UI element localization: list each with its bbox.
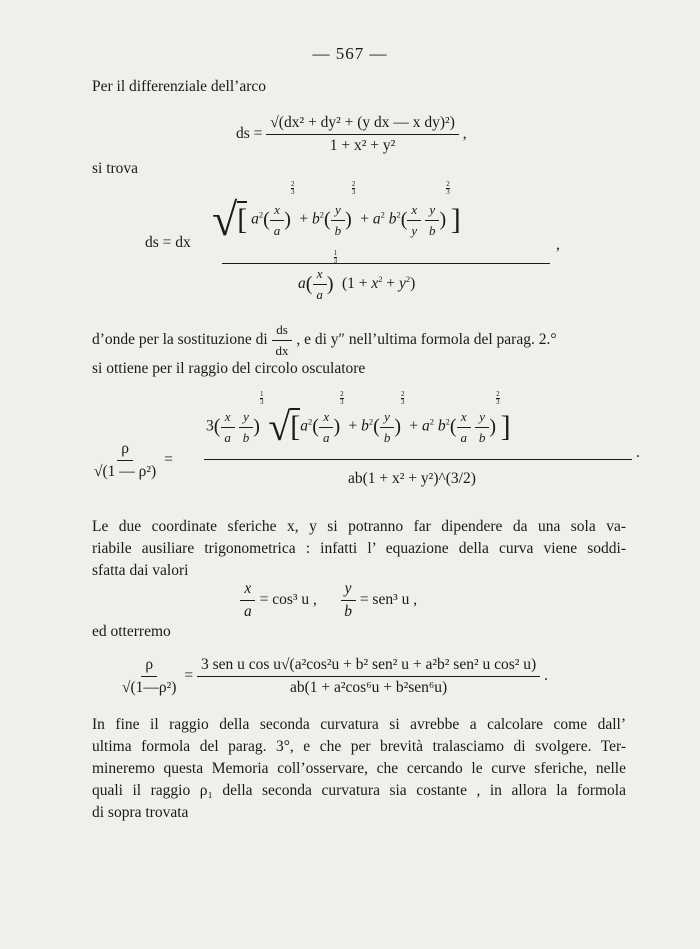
paragraph-coordinates-l1: Le due coordinate sferiche x, y si potranno far dipendere da una sola va-	[92, 518, 626, 535]
eq5-lhs-numerator: ρ	[141, 656, 157, 677]
equation-arc-differential	[236, 114, 467, 155]
eq5-lhs-fraction	[118, 656, 180, 697]
eq2-tail: ,	[556, 236, 560, 253]
eq3-numerator: 3( $\frac{x}{a}$ $\frac{y}{b}$ ) 1 3 $√[a^2$( $\frac{x}{a}$ ) 2 $3 + b^2$( $\frac{y}{b}$ ) 2 $3 + a^2$ $b^2$( $\frac{x}{a}$ $\frac{y}{b}$ ) 2 3]	[206, 390, 511, 449]
eq1-numerator: √(dx² + dy² + (y dx — x dy)²)	[266, 114, 459, 135]
eq1-tail: ,	[462, 125, 467, 143]
eq3-lhs: $\frac{\rho}{\text{√(1 — ρ²)}}$ =	[90, 440, 173, 481]
eq3-tail: .	[636, 444, 640, 461]
eq2-lhs: ds = dx	[145, 234, 191, 251]
para2-text-a: d’onde per la sostituzione di	[92, 331, 268, 349]
eq2-fraction-bar	[222, 263, 550, 264]
paragraph-coordinates-l2: riabile ausiliare trigonometrica : infatti l’ equazione della curva viene soddi-	[92, 540, 626, 557]
dx-denominator: dx	[275, 343, 289, 358]
text-si-trova: si trova	[92, 160, 139, 177]
eq1-lhs: ds =	[236, 125, 263, 143]
eq2-numerator: √[ $a^2$( $\frac{x}{a}$ ) 2 $3 + b^2$( $\frac{y}{b}$ ) 2 $3 + a^2$ $b^2$( $\frac{x}{y}$ $\frac{y}{b}$ ) 2 3]	[212, 180, 461, 245]
paragraph-coordinates-l3: sfatta dai valori	[92, 562, 189, 579]
ds-dx-fraction	[272, 322, 293, 359]
text-ed-otterremo: ed otterremo	[92, 623, 171, 640]
paragraph-final-l1: In fine il raggio della seconda curvatura si avrebbe a calcolare come dall’	[92, 716, 626, 733]
paragraph-final-l5: di sopra trovata	[92, 804, 189, 821]
paragraph-final-l2: ultima formola del parag. 3°, e che per brevità tralasciamo di svolgere. Ter-	[92, 738, 626, 755]
eq1-fraction	[266, 114, 459, 155]
eq4-sen: = sen³ u ,	[359, 591, 418, 609]
radical-sign: √	[212, 194, 238, 245]
eq3-lhs-fraction	[90, 440, 160, 481]
eq3-fraction-bar	[204, 459, 632, 460]
eq4-cos: = cos³ u ,	[259, 591, 317, 609]
eq5-lhs-denominator: √(1—ρ²)	[122, 679, 177, 696]
paragraph-final-l4: quali il raggio ρ₁ della seconda curvatura sia costante , in allora la formola	[92, 782, 626, 799]
eq1-denominator: 1 + x² + y²	[329, 137, 396, 154]
equation-parametric: $\frac{x}{a}$ = cos³ u , $\frac{y}{b}$ = sen³ u ,	[240, 580, 417, 621]
paragraph-intro: Per il differenziale dell’arco	[92, 78, 266, 95]
equation-result: $\frac{\rho}{\text{√(1—ρ²)}}$ = $\frac{\text{3 sen u cos u√(a²cos²u + b² sen² u + a²b² sen² u cos² u)}}{\text{ab(1 + a²cos⁶u + b²sen⁶u)}}$ .	[118, 656, 548, 697]
eq3-lhs-denominator: √(1 — ρ²)	[94, 463, 157, 480]
paragraph-substitution	[92, 322, 557, 359]
ds-numerator: ds	[272, 322, 292, 341]
paragraph-osculating: si ottiene per il raggio del circolo osculatore	[92, 360, 366, 377]
page-number: — 567 —	[312, 44, 388, 63]
eq2-denominator: a( $\frac{x}{a}$ ) 1 3 $(1 + x^2 + y^2)$	[298, 249, 416, 302]
eq5-fraction	[197, 656, 540, 697]
eq3-denominator: ab(1 + x² + y²)^(3/2)	[348, 470, 476, 487]
eq3-lhs-numerator: ρ	[117, 440, 133, 461]
paragraph-final-l3: mineremo questa Memoria coll’osservare, che cercando le curve sferiche, nelle	[92, 760, 626, 777]
eq5-numerator: 3 sen u cos u√(a²cos²u + b² sen² u + a²b² sen² u cos² u)	[197, 656, 540, 677]
eq5-denominator: ab(1 + a²cos⁶u + b²sen⁶u)	[289, 679, 448, 696]
para2-text-b: , e di y″ nell’ultima formola del parag. 2.°	[296, 331, 557, 349]
